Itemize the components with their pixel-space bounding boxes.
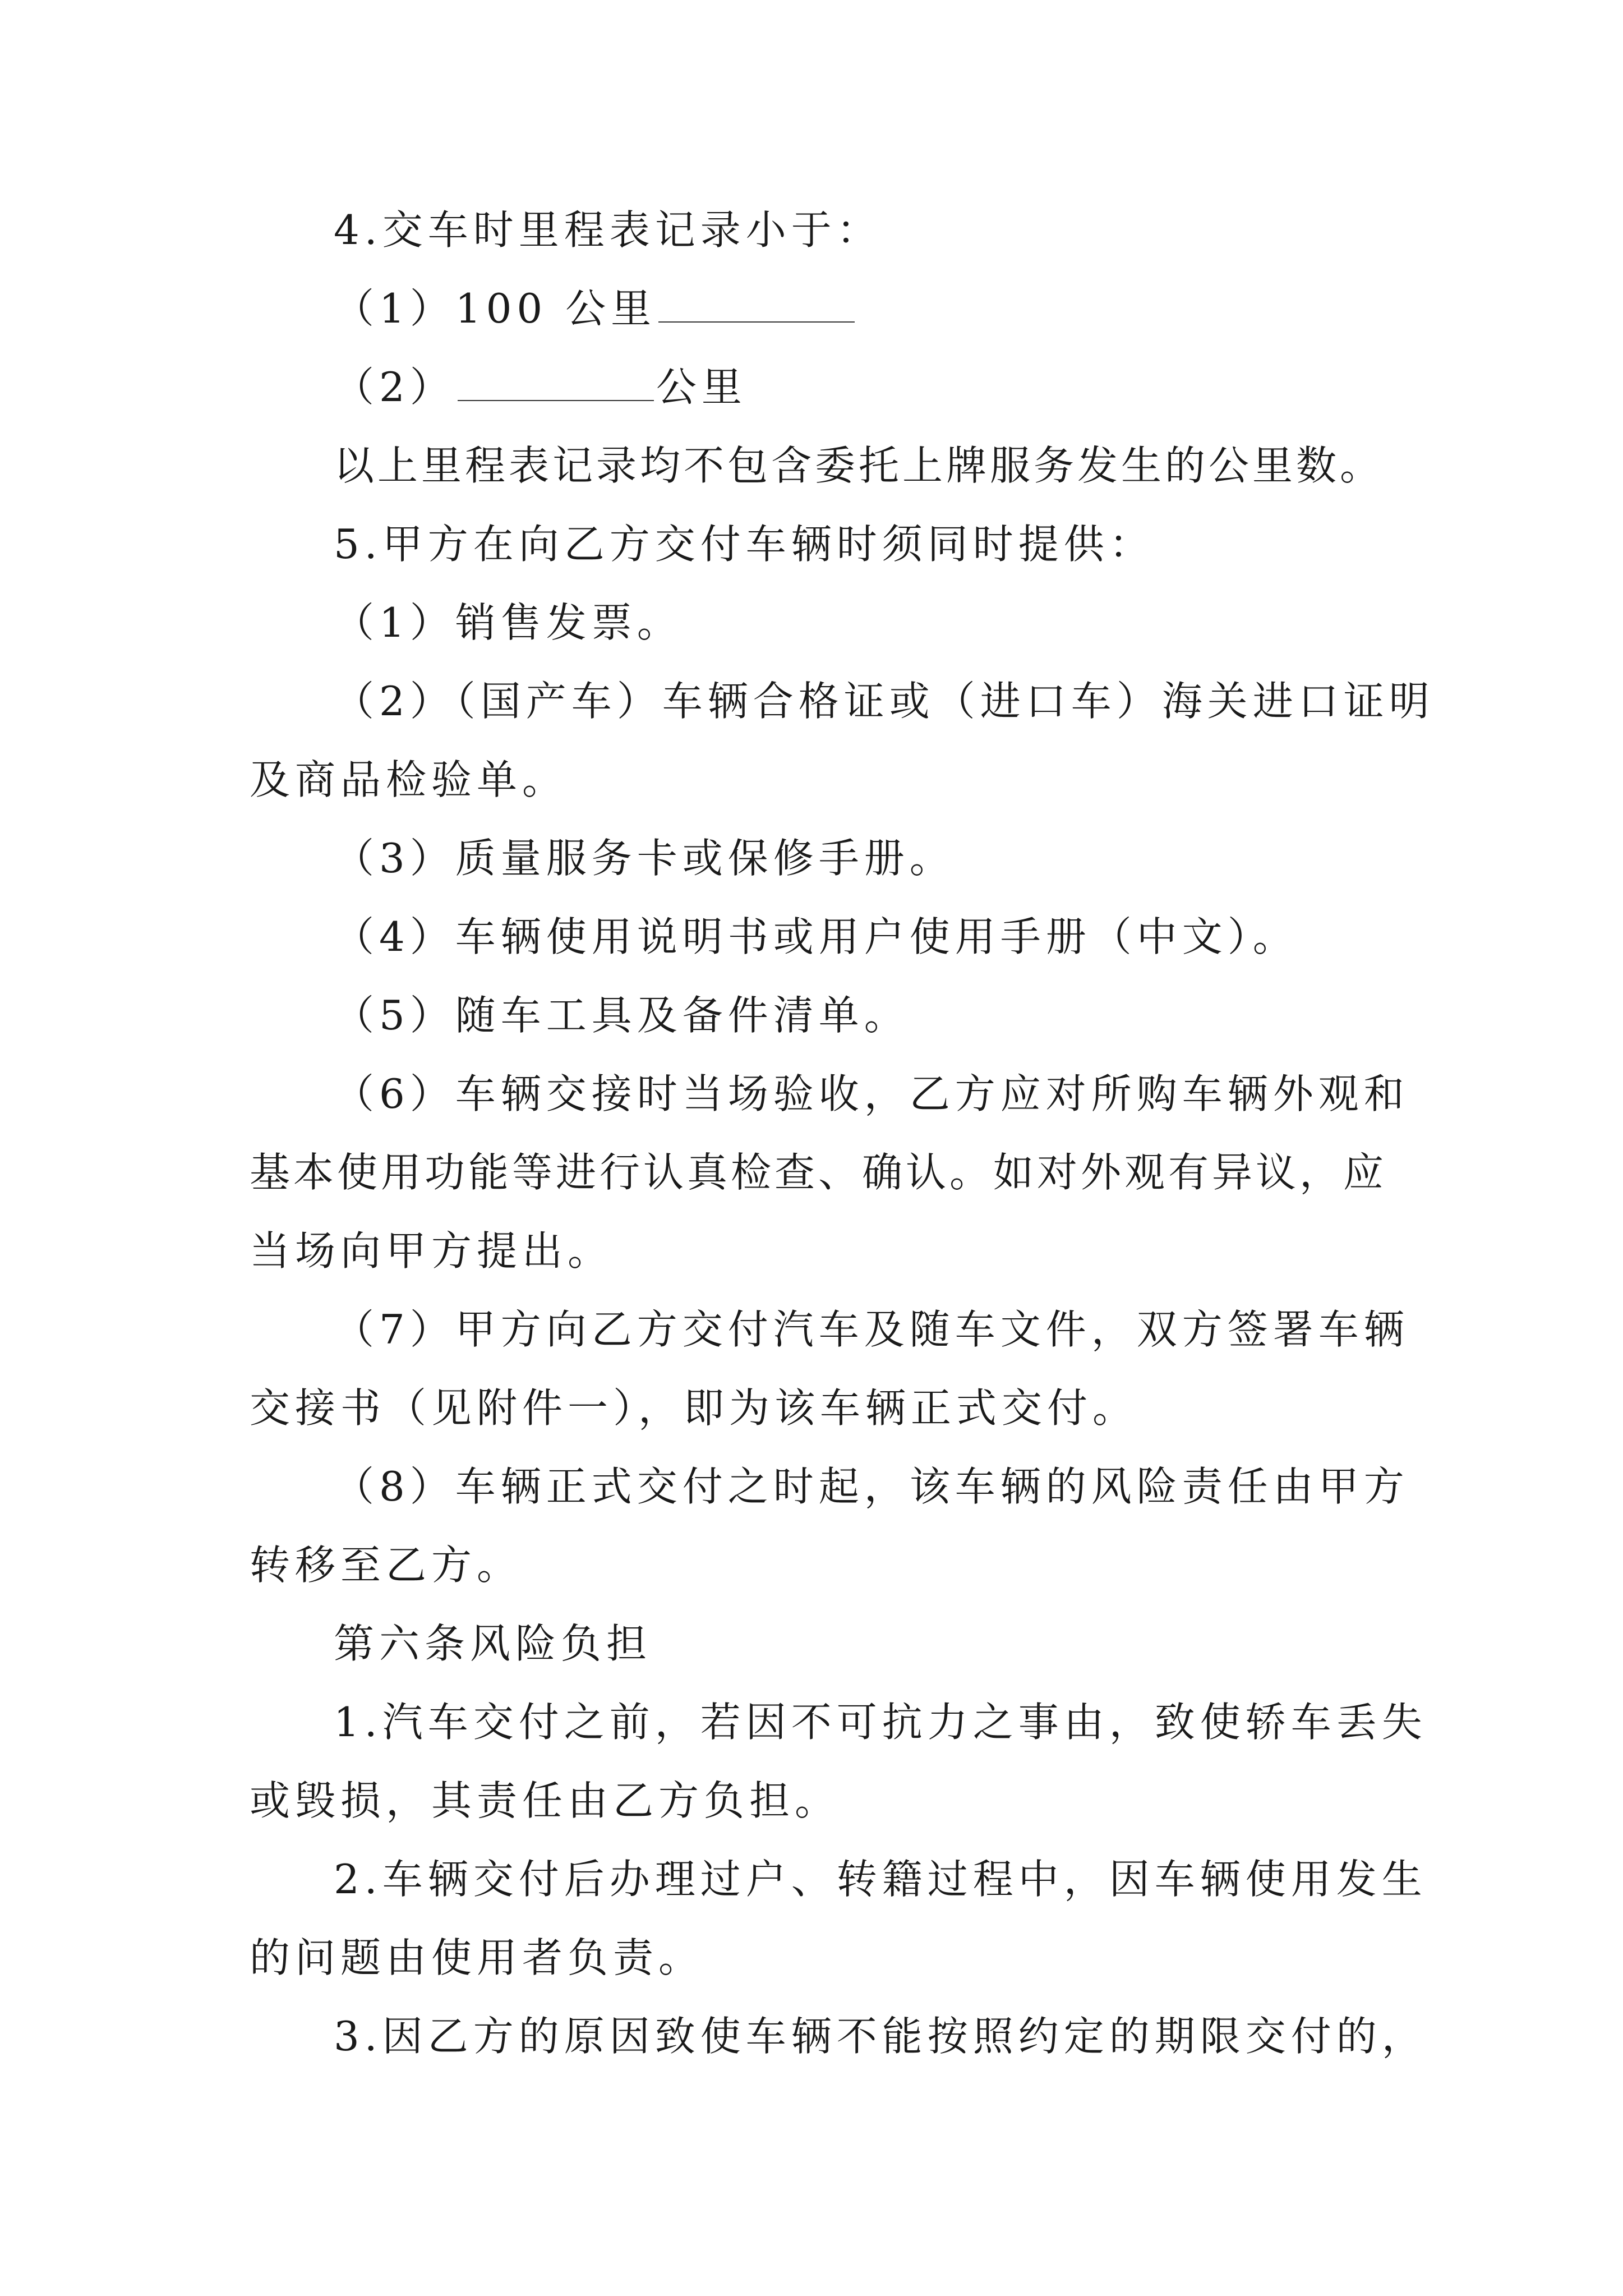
paragraph-line	[334, 1694, 1495, 1750]
paragraph-line	[250, 1380, 1410, 1436]
line-text: 或毁损，其责任由乙方负担。	[250, 1777, 841, 1824]
line-text: 4.交车时里程表记录小于：	[334, 206, 882, 254]
paragraph-line	[334, 830, 1495, 886]
paragraph-line	[334, 516, 1495, 572]
line-text: 基本使用功能等进行认真检查、确认。如对外观有异议，应	[250, 1149, 1387, 1196]
paragraph-line	[250, 1223, 1410, 1279]
line-text: （2）（国产车）车辆合格证或（进口车）海关进口证明	[334, 678, 1435, 725]
line-text: （5）随车工具及备件清单。	[334, 992, 910, 1039]
line-text: （4）车辆使用说明书或用户使用手册（中文）。	[334, 913, 1298, 960]
paragraph-line	[334, 1301, 1495, 1358]
line-text: （8）车辆正式交付之时起，该车辆的风险责任由甲方	[334, 1463, 1409, 1510]
line-text: 当场向甲方提出。	[250, 1227, 614, 1274]
paragraph-line	[250, 1930, 1410, 1986]
line-text: （1）100 公里	[334, 285, 657, 332]
paragraph-line	[334, 438, 1495, 494]
fill-in-blank	[658, 288, 855, 323]
line-text: 交接书（见附件一），即为该车辆正式交付。	[250, 1384, 1138, 1432]
paragraph-line	[334, 595, 1495, 651]
paragraph-line	[334, 673, 1495, 729]
paragraph-line	[334, 1851, 1495, 1907]
paragraph-line	[334, 359, 1495, 415]
line-text: （1）销售发票。	[334, 599, 683, 646]
line-text: 公里	[656, 364, 747, 411]
paragraph-line	[334, 987, 1495, 1043]
line-text: 2.车辆交付后办理过户、转籍过程中，因车辆使用发生	[334, 1856, 1427, 1903]
paragraph-line	[334, 202, 1495, 258]
line-text: （3）质量服务卡或保修手册。	[334, 835, 955, 882]
paragraph-line	[250, 1144, 1410, 1200]
line-text: 第六条风险负担	[334, 1620, 652, 1667]
line-text: 的问题由使用者负责。	[250, 1934, 704, 1981]
paragraph-line	[334, 1458, 1495, 1515]
paragraph-line	[334, 2008, 1495, 2064]
section-heading	[334, 1616, 1495, 1672]
paragraph-line	[334, 1066, 1495, 1122]
line-text: （7）甲方向乙方交付汽车及随车文件，双方签署车辆	[334, 1306, 1409, 1353]
paragraph-line	[334, 280, 1495, 337]
line-text: 1.汽车交付之前，若因不可抗力之事由，致使轿车丢失	[334, 1699, 1427, 1746]
paragraph-line	[334, 909, 1495, 965]
line-text: （2）	[334, 364, 455, 411]
paragraph-line	[250, 1773, 1410, 1829]
fill-in-blank	[458, 366, 654, 401]
line-text: 3.因乙方的原因致使车辆不能按照约定的期限交付的，	[334, 2013, 1427, 2060]
line-text: 以上里程表记录均不包含委托上牌服务发生的公里数。	[334, 442, 1384, 489]
line-text: （6）车辆交接时当场验收，乙方应对所购车辆外观和	[334, 1070, 1409, 1117]
line-text: 及商品检验单。	[250, 756, 568, 803]
paragraph-line	[250, 1537, 1410, 1593]
paragraph-line	[250, 752, 1410, 808]
line-text: 转移至乙方。	[250, 1542, 523, 1589]
line-text: 5.甲方在向乙方交付车辆时须同时提供：	[334, 521, 1155, 568]
